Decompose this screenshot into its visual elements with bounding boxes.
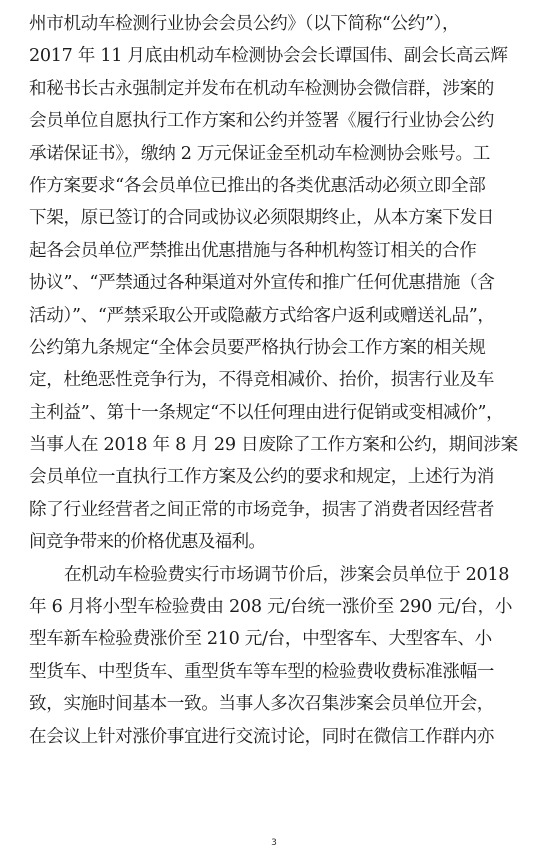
text-line: 2017 年 11 月底由机动车检测协会会长谭国伟、副会长高云辉 [29, 46, 508, 67]
text-line: 承诺保证书》，缴纳 2 万元保证金至机动车检测协会账号。工 [29, 143, 491, 164]
page-number: 3 [271, 838, 277, 848]
text-line: 和秘书长古永强制定并发布在机动车检测协会微信群，涉案的 [29, 78, 495, 99]
paragraph [29, 8, 529, 559]
text-line: 在会议上针对涨价事宜进行交流讨论，同时在微信工作群内亦 [29, 726, 495, 747]
text-line: 州市机动车检测行业协会会员公约》（以下简称“公约”）， [29, 14, 460, 34]
text-line: 下架，原已签订的合同或协议必须限期终止，从本方案下发日 [29, 208, 495, 229]
text-line: 公约第九条规定“全体会员要严格执行协会工作方案的相关规 [29, 337, 486, 358]
text-line: 当事人在 2018 年 8 月 29 日废除了工作方案和公约，期间涉案 [29, 435, 518, 456]
body-text [29, 8, 529, 753]
text-line: 会员单位一直执行工作方案及公约的要求和规定，上述行为消 [29, 467, 495, 488]
text-line: 在机动车检验费实行市场调节价后，涉案会员单位于 2018 [64, 564, 510, 585]
text-line: 型车新车检验费涨价至 210 元/台，中型客车、大型客车、小 [29, 629, 492, 650]
text-line: 起各会员单位严禁推出优惠措施与各种机构签订相关的合作 [29, 240, 477, 261]
text-line: 活动）”、“严禁采取公开或隐蔽方式给客户返利或赠送礼品”， [29, 305, 495, 326]
text-line: 会员单位自愿执行工作方案和公约并签署《履行行业协会公约 [29, 111, 495, 132]
text-line: 协议”、“严禁通过各种渠道对外宣传和推广任何优惠措施（含 [29, 273, 495, 294]
text-line: 年 6 月将小型车检验费由 208 元/台统一涨价至 290 元/台，小 [29, 597, 513, 618]
text-line: 主利益”、第十一条规定“不以任何理由进行促销或变相减价”， [29, 402, 504, 423]
text-line: 型货车、中型货车、重型货车等车型的检验费收费标准涨幅一 [29, 661, 495, 682]
text-line: 定，杜绝恶性竞争行为，不得竞相减价、抬价，损害行业及车 [29, 370, 495, 391]
text-line: 除了行业经营者之间正常的市场竞争，损害了消费者因经营者 [29, 499, 495, 520]
text-line: 致，实施时间基本一致。当事人多次召集涉案会员单位开会， [29, 694, 495, 715]
text-line: 间竞争带来的价格优惠及福利。 [29, 532, 266, 553]
paragraph [29, 559, 529, 753]
text-line: 作方案要求“各会员单位已推出的各类优惠活动必须立即全部 [29, 175, 486, 196]
